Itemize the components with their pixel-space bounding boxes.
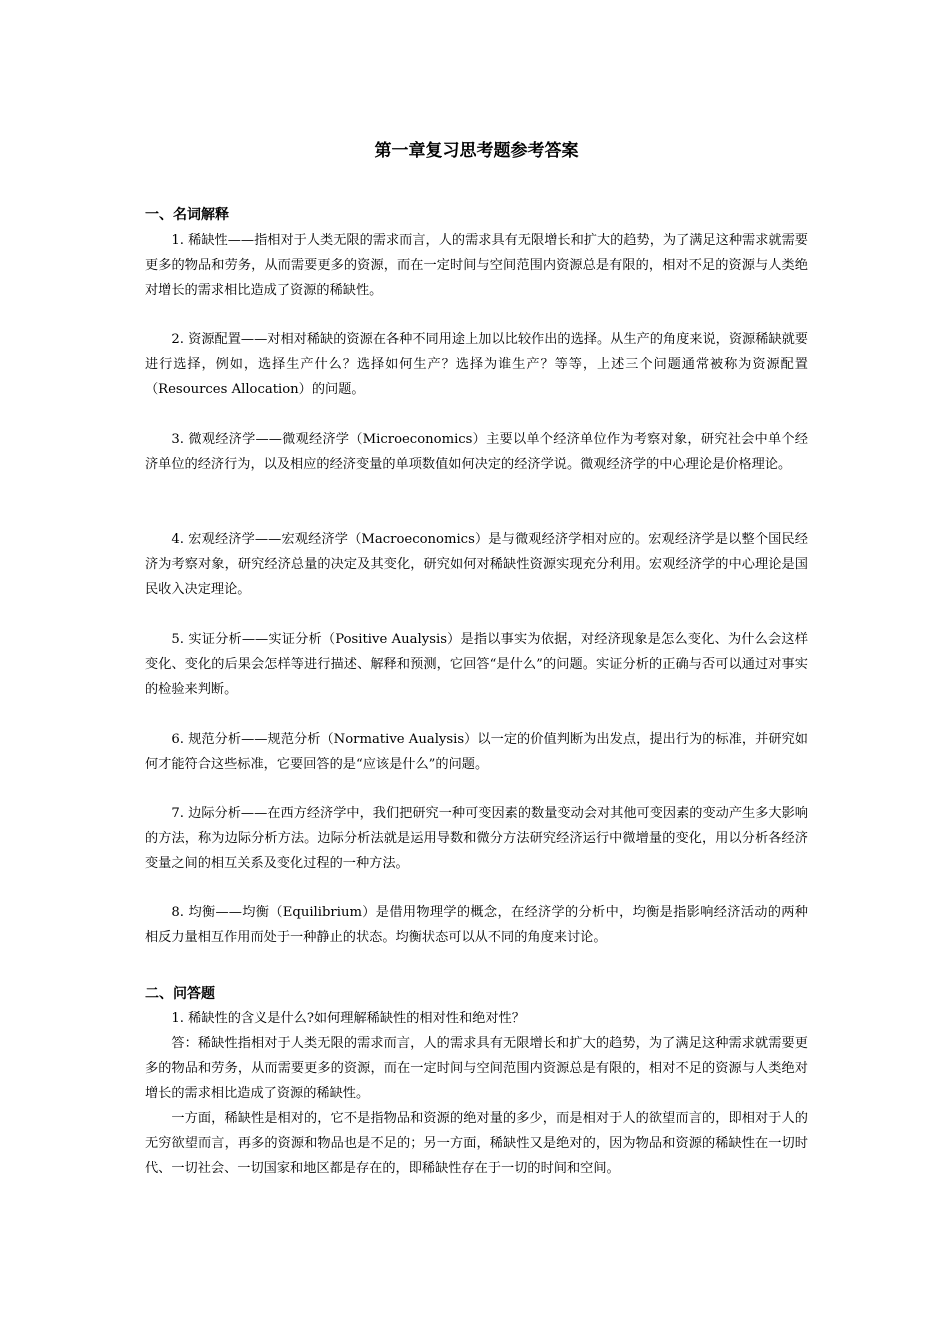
section-heading-questions: 二、问答题 (145, 986, 215, 1002)
definition-item-positive-analysis: 5. 实证分析——实证分析（Positive Aualysis）是指以事实为依据，对经济现象是怎么变化、为什么会这样变化、变化的后果会怎样等进行描述、解释和预测，它回答“是什么”的问题。实证分析的正确与否可以通过对事实的检验来判断。 (145, 632, 808, 697)
answer-paragraph-1: 答：稀缺性指相对于人类无限的需求而言，人的需求具有无限增长和扩大的趋势，为了满足这种需求就需要更多的物品和劳务，从而需要更多的资源，而在一定时间与空间范围内资源总是有限的，相对不足的资源与人类绝对增长的需求相比造成了资源的稀缺性。 (145, 1036, 808, 1101)
section-heading-definitions: 一、名词解释 (145, 207, 229, 223)
answer-paragraph-2: 一方面，稀缺性是相对的，它不是指物品和资源的绝对量的多少，而是相对于人的欲望而言的，即相对于人的无穷欲望而言，再多的资源和物品也是不足的；另一方面，稀缺性又是绝对的，因为物品和资源的稀缺性在一切时代、一切社会、一切国家和地区都是存在的，即稀缺性存在于一切的时间和空间。 (145, 1111, 808, 1176)
page-title: 第一章复习思考题参考答案 (374, 141, 579, 161)
definition-item-normative-analysis: 6. 规范分析——规范分析（Normative Aualysis）以一定的价值判断为出发点，提出行为的标准，并研究如何才能符合这些标准，它要回答的是“应该是什么”的问题。 (145, 732, 808, 772)
definition-item-marginal-analysis: 7. 边际分析——在西方经济学中，我们把研究一种可变因素的数量变动会对其他可变因素的变动产生多大影响的方法，称为边际分析方法。边际分析法就是运用导数和微分方法研究经济运行中微增量的变化，用以分析各经济变量之间的相互关系及变化过程的一种方法。 (145, 806, 808, 871)
definition-item-macroeconomics: 4. 宏观经济学——宏观经济学（Macroeconomics）是与微观经济学相对应的。宏观经济学是以整个国民经济为考察对象，研究经济总量的决定及其变化，研究如何对稀缺性资源实现充分利用。宏观经济学的中心理论是国民收入决定理论。 (145, 532, 808, 597)
definition-item-equilibrium: 8. 均衡——均衡（Equilibrium）是借用物理学的概念，在经济学的分析中，均衡是指影响经济活动的两种相反力量相互作用而处于一种静止的状态。均衡状态可以从不同的角度来讨论。 (145, 905, 808, 945)
definition-item-resource-allocation: 2. 资源配置——对相对稀缺的资源在各种不同用途上加以比较作出的选择。从生产的角度来说，资源稀缺就要进行选择，例如，选择生产什么？选择如何生产？选择为谁生产？等等，上述三个问题通常被称为资源配置（Resources Allocation）的问题。 (145, 332, 808, 397)
question-text: 1. 稀缺性的含义是什么?如何理解稀缺性的相对性和绝对性？ (171, 1011, 525, 1026)
definition-item-scarcity: 1. 稀缺性——指相对于人类无限的需求而言，人的需求具有无限增长和扩大的趋势，为了满足这种需求就需要更多的物品和劳务，从而需要更多的资源，而在一定时间与空间范围内资源总是有限的，相对不足的资源与人类绝对增长的需求相比造成了资源的稀缺性。 (145, 233, 808, 298)
definition-item-microeconomics: 3. 微观经济学——微观经济学（Microeconomics）主要以单个经济单位作为考察对象，研究社会中单个经济单位的经济行为，以及相应的经济变量的单项数值如何决定的经济学说。微观经济学的中心理论是价格理论。 (145, 432, 808, 472)
